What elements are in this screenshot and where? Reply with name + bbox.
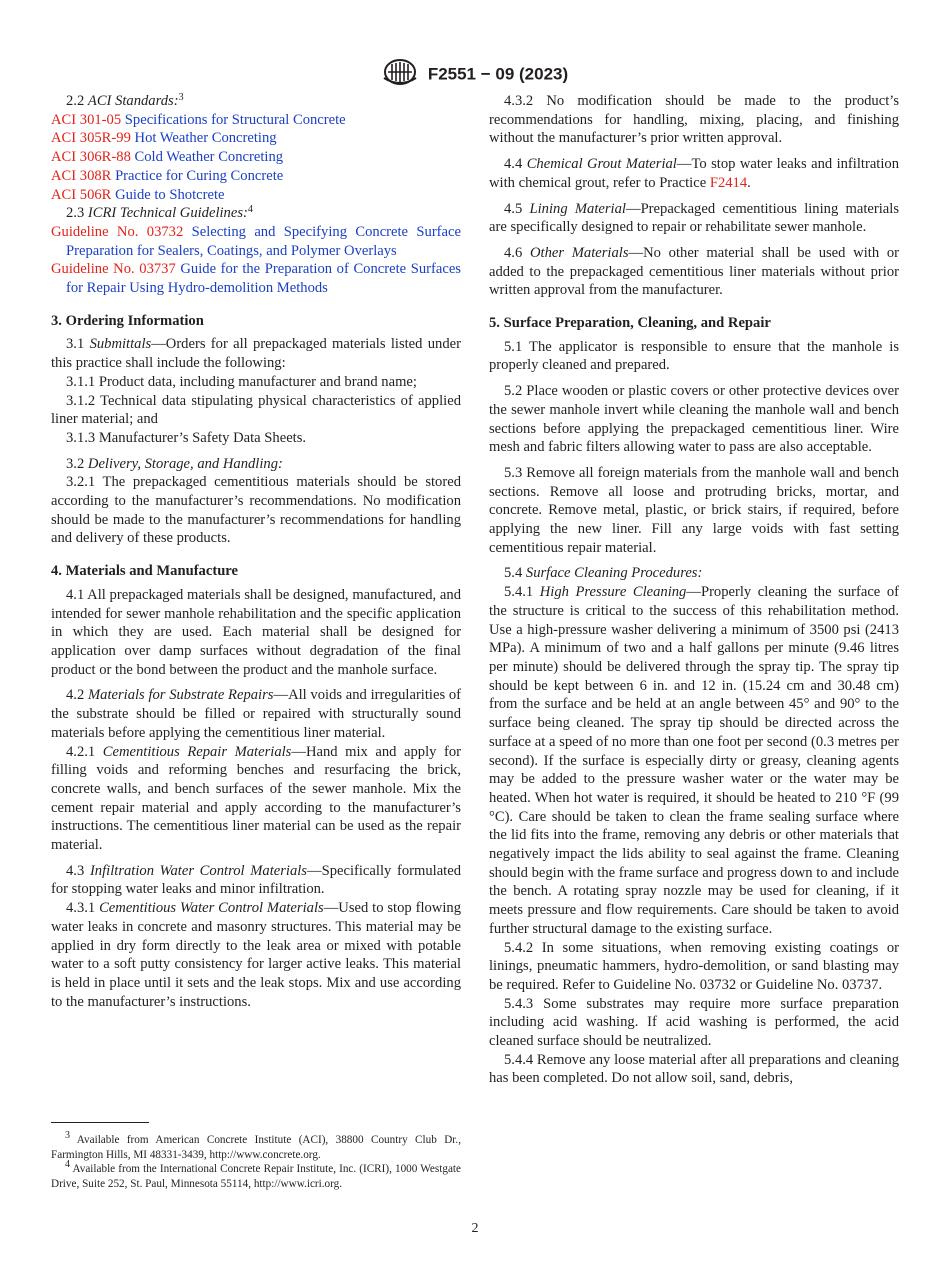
para-5-4: 5.4 Surface Cleaning Procedures: — [504, 565, 703, 582]
para-5-4-2: 5.4.2 In some situations, when removing existing coatings or linings, pneumatic hammers, hydro-demolition, or sand blasting may be required. Refer to Guideline No. 03732 or Guideline No. 03737. — [489, 939, 899, 993]
para-4-5: 4.5 Lining Material—Prepackaged cementitious lining materials are specifically designed to repair or rehabilitate sewer manhole. — [489, 200, 899, 236]
reference-aci-308r[interactable]: ACI 308R Practice for Curing Concrete — [51, 167, 284, 184]
para-3-1-1: 3.1.1 Product data, including manufacturer and brand name; — [66, 373, 417, 390]
para-4-2-1: 4.2.1 Cementitious Repair Materials—Hand mix and apply for filling voids and reforming benches and resurfacing the brick, concrete walls, and bench surfaces of the sewer manhole. Mix the cement repair material and apply according to the manufacturer’s instructions. The cementitious liner material can be used as the repair material. — [51, 743, 461, 854]
link-f2414[interactable]: F2414 — [709, 174, 748, 191]
para-4-3: 4.3 Infiltration Water Control Materials—Specifically formulated for stopping water leaks and minor infiltration. — [51, 862, 462, 898]
section-2-3-heading: 2.3 ICRI Technical Guidelines:$^4$ — [66, 204, 253, 222]
right-column — [489, 92, 899, 1088]
page-number: 2 — [471, 1221, 479, 1236]
para-3-2: 3.2 Delivery, Storage, and Handling: — [66, 455, 283, 472]
para-5-2: 5.2 Place wooden or plastic covers or other protective devices over the sewer manhole invert while cleaning the manhole wall and bench sections before applying the prepackaged cementitious liner. Wire mesh and fabric filters allowing water to pass are also acceptable. — [489, 383, 899, 456]
reference-icri-03732[interactable]: Guideline No. 03732 Selecting and Specifying Concrete Surface Preparation for Sealers, Coatings, and Polymer Overlays — [51, 223, 461, 259]
document-designation: F2551 − 09 (2023) — [427, 64, 569, 84]
reference-aci-506r[interactable]: ACI 506R Guide to Shotcrete — [51, 186, 225, 203]
para-3-1-2: 3.1.2 Technical data stipulating physical characteristics of applied liner material; and — [51, 392, 461, 428]
section-4-heading: 4. Materials and Manufacture — [51, 563, 238, 580]
left-column — [51, 92, 461, 1011]
para-4-2: 4.2 Materials for Substrate Repairs—All voids and irregularities of the substrate should be filled or repaired with structurally sound materials before applying the cementitious liner material. — [51, 687, 462, 741]
reference-aci-301[interactable]: ACI 301-05 Specifications for Structural Concrete — [51, 111, 346, 128]
para-5-3: 5.3 Remove all foreign materials from the manhole wall and bench sections. Remove all loose and protruding bricks, mortar, and concrete. Remove metal, plastic, or brick stairs, if required, before applying the new liner. Fill any large voids with fast setting cementitious repair material. — [489, 464, 899, 556]
para-4-3-2: 4.3.2 No modification should be made to the product’s recommendations for handling, mixing, placing, and finishing without the manufacturer’s prior written approval. — [489, 93, 899, 147]
para-3-1-3: 3.1.3 Manufacturer’s Safety Data Sheets. — [66, 429, 307, 446]
page-header — [0, 58, 950, 91]
para-3-1: 3.1 Submittals—Orders for all prepackaged materials listed under this practice shall include the following: — [51, 336, 461, 372]
section-2-2-heading: 2.2 ACI Standards:$^3$ — [66, 92, 184, 109]
reference-aci-305r[interactable]: ACI 305R-99 Hot Weather Concreting — [51, 130, 277, 147]
section-5-heading: 5. Surface Preparation, Cleaning, and Repair — [489, 315, 771, 332]
para-5-4-3: 5.4.3 Some substrates may require more surface preparation including acid washing. If acid washing is performed, the acid cleaned surface should be neutralized. — [489, 995, 899, 1050]
footnote-3: $^3$ Available from American Concrete Institute (ACI), 38800 Country Club Dr., Farmington Hills, MI 48331-3439, http://www.concrete.org. — [51, 1130, 461, 1161]
para-4-3-1: 4.3.1 Cementitious Water Control Materials—Used to stop flowing water leaks in concrete and masonry structures. This material may be applied in dry form directly to the leak area or mixed with potable water to a soft putty consistency for larger active leaks. This material is held in place until it sets and the leak stops. Mix and use according to the manufacturer’s instructions. — [51, 900, 461, 1010]
para-5-4-1: 5.4.1 High Pressure Cleaning—Properly cleaning the surface of the structure is critical to the success of this rehabilitation method. Use a high-pressure washer delivering a minimum of 3500 psi (2413 MPa). A minimum of two and a half gallons per minute (9.46 litres per minute) should be delivered through the spray tip. The spray tip should be kept between 6 in. and 12 in. (15.24 cm and 30.48 cm) from the surface and be held at an angle between 45° and 90° to the surface being cleaned. The spray tip should be directed across the surface at a speed of no more than one foot per second (0.3 metres per second). If the surface is especially dirty or greasy, cleaning agents may be added to the pressure washer water or the water may be heated. When hot water is required, it should be heated to 210 °F (99 °C). Care should be taken to clean the frame sealing surface where the lid fits into the frame, removing any debris or other materials that negatively impact the lids ability to seal against the frame. Cleaning should begin with the frame surface and progress down to and include the bench. A rotating spray nozzle may be used for cleaning, if it meets pressure and flow requirements. Care should be taken to avoid further structural damage to the existing surface. — [489, 584, 899, 937]
para-3-2-1: 3.2.1 The prepackaged cementitious materials should be stored according to the manufacturer’s recommendations. No modification should be made to the manufacturer’s recommendations for handling and delivery of these products. — [51, 474, 461, 547]
section-3-heading: 3. Ordering Information — [51, 312, 204, 329]
para-4-4: 4.4 Chemical Grout Material—To stop water leaks and infiltration with chemical grout, refer to Practice F2414. — [489, 156, 899, 191]
astm-logo-icon — [382, 58, 418, 91]
para-4-6: 4.6 Other Materials—No other material shall be used with or added to the prepackaged cementitious liner materials without prior written approval from the manufacturer. — [489, 244, 900, 299]
reference-icri-03737[interactable]: Guideline No. 03737 Guide for the Preparation of Concrete Surfaces for Repair Using Hydro-demolition Methods — [51, 261, 461, 297]
para-5-4-4: 5.4.4 Remove any loose material after all preparations and cleaning has been completed. Do not allow soil, sand, debris, — [489, 1051, 899, 1087]
footnote-4: $^4$ Available from the International Concrete Repair Institute, Inc. (ICRI), 1000 Westgate Drive, Suite 252, St. Paul, Minnesota 55114, http://www.icri.org. — [51, 1159, 461, 1190]
footnote-divider — [51, 1122, 149, 1123]
para-5-1: 5.1 The applicator is responsible to ensure that the manhole is properly cleaned and prepared. — [489, 338, 899, 374]
para-4-1: 4.1 All prepackaged materials shall be designed, manufactured, and intended for sewer manhole rehabilitation and the specific application in which they are used. Each material shall be designed for application over damp surfaces without degradation of the final product or the bond between the product and the manhole surface. — [51, 586, 461, 678]
footnotes — [51, 1130, 461, 1191]
reference-aci-306r[interactable]: ACI 306R-88 Cold Weather Concreting — [51, 149, 284, 166]
